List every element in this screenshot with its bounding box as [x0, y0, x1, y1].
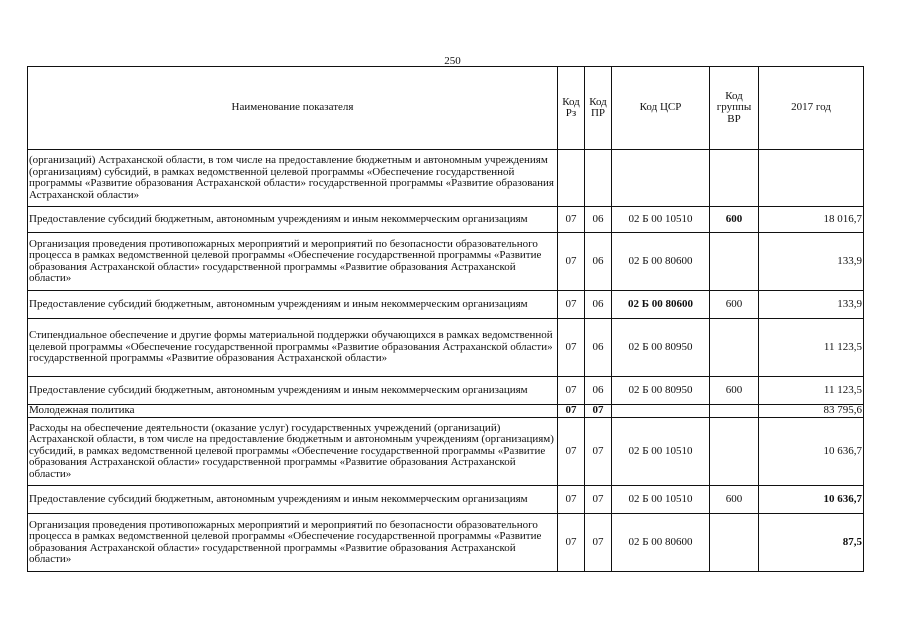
page-number: 250 [444, 55, 461, 67]
row-pr: 07 [585, 418, 612, 486]
row-rz: 07 [558, 486, 585, 514]
row-rz: 07 [558, 418, 585, 486]
row-pr: 06 [585, 291, 612, 319]
row-rz: 07 [558, 319, 585, 377]
row-pr: 06 [585, 207, 612, 233]
row-name: Предоставление субсидий бюджетным, автономным учреждениям и иным некоммерческим организациям [28, 486, 558, 514]
row-pr [585, 150, 612, 207]
row-rz: 07 [558, 514, 585, 572]
row-vr [710, 233, 759, 291]
row-amount: 11 123,5 [759, 377, 864, 405]
row-amount: 11 123,5 [759, 319, 864, 377]
row-csr [612, 405, 710, 418]
row-csr: 02 Б 00 80600 [612, 291, 710, 319]
row-amount [759, 150, 864, 207]
row-name: Предоставление субсидий бюджетным, автономным учреждениям и иным некоммерческим организациям [28, 207, 558, 233]
row-amount: 10 636,7 [759, 418, 864, 486]
row-vr: 600 [710, 486, 759, 514]
table-row [28, 319, 864, 377]
row-amount: 133,9 [759, 291, 864, 319]
header-vr: Код группы ВР [710, 67, 759, 150]
row-pr: 06 [585, 319, 612, 377]
row-name: (организаций) Астраханской области, в том числе на предоставление бюджетным и автономным учреждениям (организациям) субсидий, в рамках ведомственной целевой программы «Обеспечение государственной программы «Развитие образования Астраханской области» государственной программы «Развитие образования Астраханской области» [28, 150, 558, 207]
header-rz: Код Рз [558, 67, 585, 150]
row-pr: 07 [585, 514, 612, 572]
row-csr: 02 Б 00 80600 [612, 233, 710, 291]
row-pr: 06 [585, 377, 612, 405]
row-csr: 02 Б 00 80600 [612, 514, 710, 572]
row-rz: 07 [558, 207, 585, 233]
row-pr: 07 [585, 486, 612, 514]
row-rz: 07 [558, 377, 585, 405]
row-name: Расходы на обеспечение деятельности (оказание услуг) государственных учреждений (организаций) Астраханской области, в том числе на предоставление бюджетным и автономным учреждениям (организациям) субсидий, в рамках ведомственной целевой программы «Обеспечение государственной программы «Развитие образования Астраханской области» государственной программы «Развитие образования Астраханской области» [28, 418, 558, 486]
table-row [28, 418, 864, 486]
row-csr: 02 Б 00 10510 [612, 486, 710, 514]
row-name: Организация проведения противопожарных мероприятий и мероприятий по безопасности образовательного процесса в рамках ведомственной целевой программы «Обеспечение государственной программы «Развитие образования Астраханской области» государственной программы «Развитие образования Астраханской области» [28, 514, 558, 572]
row-csr: 02 Б 00 80950 [612, 319, 710, 377]
row-amount: 10 636,7 [759, 486, 864, 514]
row-name: Молодежная политика [28, 405, 558, 418]
table-row [28, 405, 864, 418]
row-amount: 133,9 [759, 233, 864, 291]
table-row [28, 291, 864, 319]
row-amount: 87,5 [759, 514, 864, 572]
table-row [28, 377, 864, 405]
table-row [28, 486, 864, 514]
budget-table [27, 66, 864, 572]
header-csr: Код ЦСР [612, 67, 710, 150]
row-name: Предоставление субсидий бюджетным, автономным учреждениям и иным некоммерческим организациям [28, 377, 558, 405]
row-vr: 600 [710, 377, 759, 405]
row-vr [710, 418, 759, 486]
row-rz: 07 [558, 405, 585, 418]
table-row [28, 233, 864, 291]
row-vr [710, 405, 759, 418]
row-vr: 600 [710, 291, 759, 319]
row-csr [612, 150, 710, 207]
row-vr [710, 150, 759, 207]
row-pr: 07 [585, 405, 612, 418]
header-pr: Код ПР [585, 67, 612, 150]
row-vr [710, 319, 759, 377]
row-rz [558, 150, 585, 207]
row-pr: 06 [585, 233, 612, 291]
row-name: Организация проведения противопожарных мероприятий и мероприятий по безопасности образовательного процесса в рамках ведомственной целевой программы «Обеспечение государственной программы «Развитие образования Астраханской области» государственной программы «Развитие образования Астраханской области» [28, 233, 558, 291]
header-name: Наименование показателя [28, 67, 558, 150]
row-name: Предоставление субсидий бюджетным, автономным учреждениям и иным некоммерческим организациям [28, 291, 558, 319]
row-amount: 83 795,6 [759, 405, 864, 418]
row-csr: 02 Б 00 80950 [612, 377, 710, 405]
table-header-row [28, 67, 864, 150]
row-rz: 07 [558, 233, 585, 291]
row-amount: 18 016,7 [759, 207, 864, 233]
row-vr [710, 514, 759, 572]
row-csr: 02 Б 00 10510 [612, 207, 710, 233]
row-vr: 600 [710, 207, 759, 233]
row-name: Стипендиальное обеспечение и другие формы материальной поддержки обучающихся в рамках ведомственной целевой программы «Обеспечение государственной программы «Развитие образования Астраханской области» государственной программы «Развитие образования Астраханской области» [28, 319, 558, 377]
row-csr: 02 Б 00 10510 [612, 418, 710, 486]
table-row [28, 207, 864, 233]
table-row [28, 514, 864, 572]
row-rz: 07 [558, 291, 585, 319]
header-year: 2017 год [759, 67, 864, 150]
table-row [28, 150, 864, 207]
